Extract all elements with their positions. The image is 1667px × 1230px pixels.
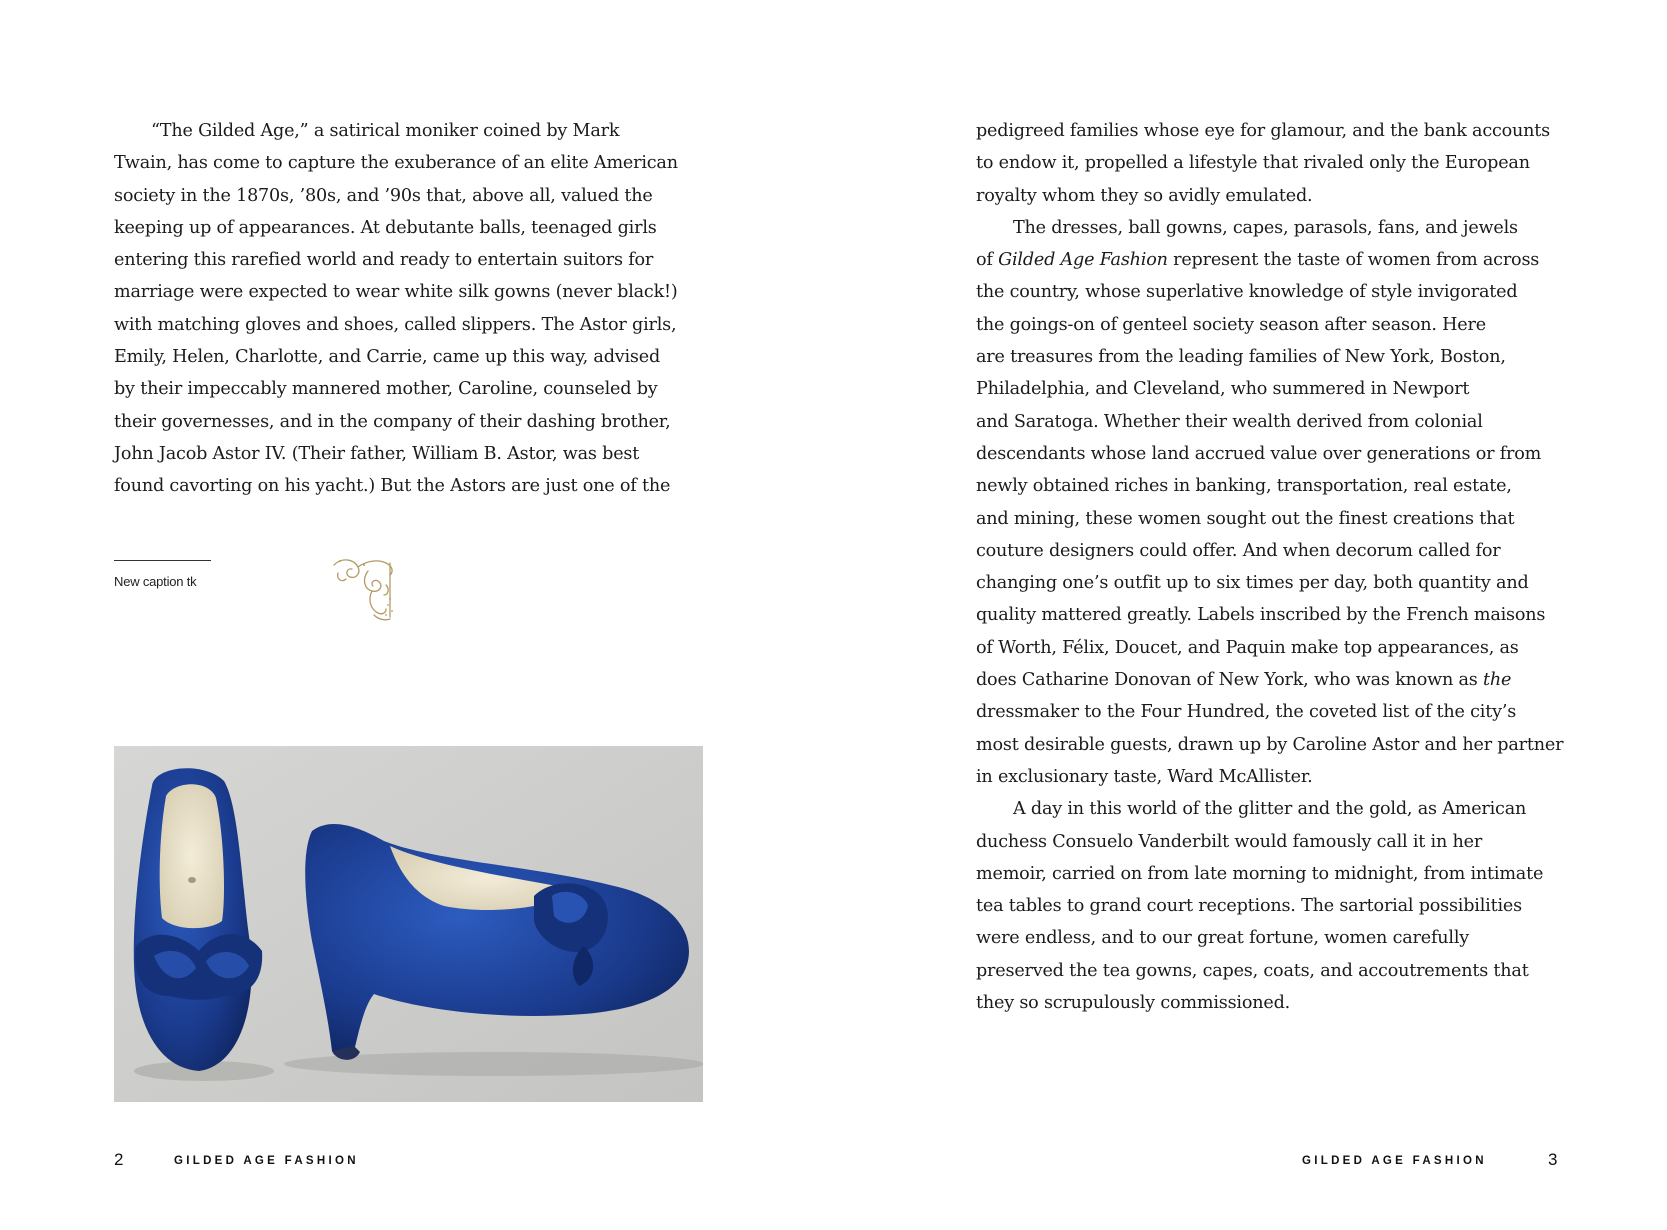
left-page-text: [114, 115, 678, 503]
text-line: in exclusionary taste, Ward McAllister.: [976, 766, 1313, 787]
photo-caption: New caption tk: [114, 574, 197, 589]
text-fragment: represent the taste of women from across: [1167, 250, 1540, 271]
text-line: descendants whose land accrued value over generations or from: [976, 443, 1542, 464]
text-line: duchess Consuelo Vanderbilt would famously call it in her: [976, 831, 1483, 852]
text-line: The dresses, ball gowns, capes, parasols, fans, and jewels: [1013, 217, 1518, 238]
text-line: found cavorting on his yacht.) But the Astors are just one of the: [114, 476, 671, 497]
text-line: Twain, has come to capture the exuberance of an elite American: [114, 153, 678, 174]
text-line: keeping up of appearances. At debutante balls, teenaged girls: [114, 217, 657, 238]
text-line: they so scrupulously commissioned.: [976, 993, 1291, 1014]
book-title: Gilded Age Fashion: [998, 250, 1168, 271]
text-line: A day in this world of the glitter and the gold, as American: [1013, 799, 1527, 820]
running-head-left: GILDED AGE FASHION: [174, 1155, 359, 1167]
text-line: the country, whose superlative knowledge of style invigorated: [976, 282, 1518, 303]
text-line: entering this rarefied world and ready to entertain suitors for: [114, 250, 654, 271]
text-line: and Saratoga. Whether their wealth derived from colonial: [976, 411, 1483, 432]
text-fragment: of: [976, 250, 999, 271]
text-line: preserved the tea gowns, capes, coats, and accoutrements that: [976, 960, 1529, 981]
slippers-photo: [114, 746, 703, 1102]
flourish-ornament-icon: [328, 555, 400, 625]
text-line: are treasures from the leading families of New York, Boston,: [976, 347, 1506, 368]
text-line: their governesses, and in the company of their dashing brother,: [114, 411, 671, 432]
text-line: Emily, Helen, Charlotte, and Carrie, came up this way, advised: [114, 347, 661, 368]
text-line: royalty whom they so avidly emulated.: [976, 185, 1313, 206]
text-line: “The Gilded Age,” a satirical moniker coined by Mark: [151, 121, 620, 141]
text-line: couture designers could offer. And when decorum called for: [976, 540, 1501, 561]
running-head-right: GILDED AGE FASHION: [1302, 1155, 1487, 1167]
text-line: society in the 1870s, ’80s, and ’90s that, above all, valued the: [114, 185, 653, 206]
text-line: [976, 664, 1563, 696]
text-fragment: does Catharine Donovan of New York, who was known as: [976, 670, 1483, 691]
page-number-right: 3: [1548, 1150, 1558, 1169]
text-line: pedigreed families whose eye for glamour, and the bank accounts: [976, 121, 1551, 141]
text-line: newly obtained riches in banking, transportation, real estate,: [976, 476, 1512, 497]
text-line: changing one’s outfit up to six times per day, both quantity and: [976, 573, 1529, 594]
text-line: were endless, and to our great fortune, women carefully: [976, 928, 1469, 949]
text-line: tea tables to grand court receptions. The sartorial possibilities: [976, 896, 1522, 917]
text-line: with matching gloves and shoes, called slippers. The Astor girls,: [114, 314, 677, 335]
text-line: to endow it, propelled a lifestyle that rivaled only the European: [976, 153, 1530, 174]
right-page-text: [976, 115, 1563, 1019]
text-line: marriage were expected to wear white silk gowns (never black!): [114, 282, 678, 303]
text-line: Philadelphia, and Cleveland, who summered in Newport: [976, 379, 1470, 400]
text-line: most desirable guests, drawn up by Caroline Astor and her partner: [976, 734, 1564, 755]
blue-velvet-slippers-image: [114, 746, 703, 1102]
emphasis-the: the: [1483, 670, 1512, 691]
text-line: and mining, these women sought out the finest creations that: [976, 508, 1515, 529]
caption-rule: [114, 560, 211, 561]
text-line: memoir, carried on from late morning to midnight, from intimate: [976, 863, 1544, 884]
text-line: dressmaker to the Four Hundred, the coveted list of the city’s: [976, 702, 1517, 723]
text-line: the goings-on of genteel society season after season. Here: [976, 314, 1486, 335]
text-line: quality mattered greatly. Labels inscribed by the French maisons: [976, 605, 1546, 626]
page-number-left: 2: [114, 1150, 124, 1169]
text-line: John Jacob Astor IV. (Their father, William B. Astor, was best: [114, 443, 640, 464]
text-line: of Worth, Félix, Doucet, and Paquin make top appearances, as: [976, 637, 1519, 658]
text-line: by their impeccably mannered mother, Caroline, counseled by: [114, 379, 658, 400]
text-line: [976, 244, 1563, 276]
